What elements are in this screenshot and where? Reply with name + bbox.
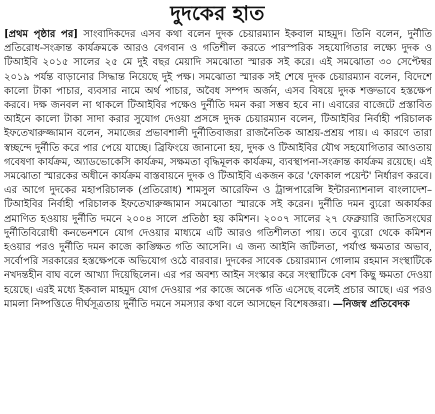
dateline: [প্রথম পৃষ্ঠার পর] [4,29,78,40]
article-text: সাংবাদিকদের এসব কথা বলেন দুদক চেয়ারম্যান ইকবাল মাহমুদ। তিনি বলেন, দুর্নীতি প্রতিরোধ-সংক্রান্ত কার্যক্রমকে আরও বেগবান ও গতিশীল করতে পারস্পরিক সহযোগিতার লক্ষ্যে দুদক ও টিআইবি ২০১৫ সালের ২৫ মে দুই বছর মেয়াদি সমঝোতা স্মারক সই করে। এই সমঝোতা ৩০ সেপ্টেম্বর ২০১৯ পর্যন্ত বাড়ানোর সিদ্ধান্ত নিয়েছে দুই পক্ষ। সমঝোতা স্মারক সই শেষে দুদক চেয়ারম্যান বলেন, বিদেশে কালো টাকা পাচার, ব্যবসার নামে অর্থ পাচার, অবৈধ সম্পদ অর্জন, এসব বিষয়ে দুদক শক্তভাবে হস্তক্ষেপ করবে। দক্ষ জনবল না থাকলে টিআইবির পক্ষেও দুর্নীতি দমন করা সম্ভব হবে না। এবারের বাজেটে প্রস্তাবিত আইনে কালো টাকা সাদা করার সুযোগ দেওয়া প্রসঙ্গে দুদক চেয়ারম্যান বলেন, টিআইবির নির্বাহী পরিচালক ইফতেখারুজ্জামান বলেন, সমাজের প্রভাবশালী দুর্নীতিবাজরা রাজনৈতিক আশ্রয়-প্রশ্রয় পায়। এ কারণে তারা স্বচ্ছন্দে দুর্নীতি করে পার পেয়ে যাচ্ছে। ব্রিফিংয়ে জানানো হয়, দুদক ও টিআইবির যৌথ সহযোগিতার আওতায় গবেষণা কার্যক্রম, অ্যাডভোকেসি কার্যক্রম, সক্ষমতা বৃদ্ধিমূলক কার্যক্রম, ব্যবস্থাপনা-সংক্রান্ত কার্যক্রম রয়েছে। এই সমঝোতা স্মারকের অধীনে কার্যক্রম বাস্তবায়নে দুদক ও টিআইবি একজন করে 'ফোকাল পয়েন্ট' নির্ধারণ করবে। এর আগে দুদকের মহাপরিচালক (প্রতিরোধ) শামসুল আরেফিন ও ট্রান্সপারেন্সি ইন্টারন্যাশনাল বাংলাদেশ–টিআইবির নির্বাহী পরিচালক ইফতেখারুজ্জামান সমঝোতা স্মারকে সই করেন। দুর্নীতি দমন ব্যুরো অকার্যকর প্রমাণিত হওয়ায় দুর্নীতি দমনে ২০০৪ সালে প্রতিষ্ঠা হয় কমিশন। ২০০৭ সালের ২৭ ফেব্রুয়ারি জাতিসংঘের দুর্নীতিবিরোধী কনভেনশনে যোগ দেওয়ার মাধ্যমে এটি আরও গতিশীলতা পায়। তবে ব্যুরো থেকে কমিশন হওয়ার পরও দুর্নীতি দমন কাজে কাঙ্ক্ষিত গতি আসেনি। এ জন্য আইনি জটিলতা, পর্যাপ্ত ক্ষমতার অভাব, সর্বোপরি সরকারের হস্তক্ষেপকে অভিযোগ ওঠে বারবার। দুদকের সাবেক চেয়ারম্যান গোলাম রহমান সংস্থাটিকে নখদন্তহীন বাঘ বলে আখ্যা দিয়েছিলেন। এর পর অবশ্য আইন সংস্কার করে সংস্থাটিকে বেশ কিছু ক্ষমতা দেওয়া হয়েছে। এরই মধ্যে ইকবাল মাহমুদ যোগ দেওয়ার পর কাজে অনেক গতি এসেছে বলেই প্রচার আছে। এর পরও মামলা নিষ্পত্তিতে দীর্ঘসূত্রতায় দুর্নীতি দমনে সমস্যার কথা বলে আসছেন বিশেষজ্ঞরা। [4,29,432,310]
headline: দুদকের হাত [170,1,265,25]
byline: —নিজস্ব প্রতিবেদক [332,298,410,310]
article-body [4,28,432,412]
